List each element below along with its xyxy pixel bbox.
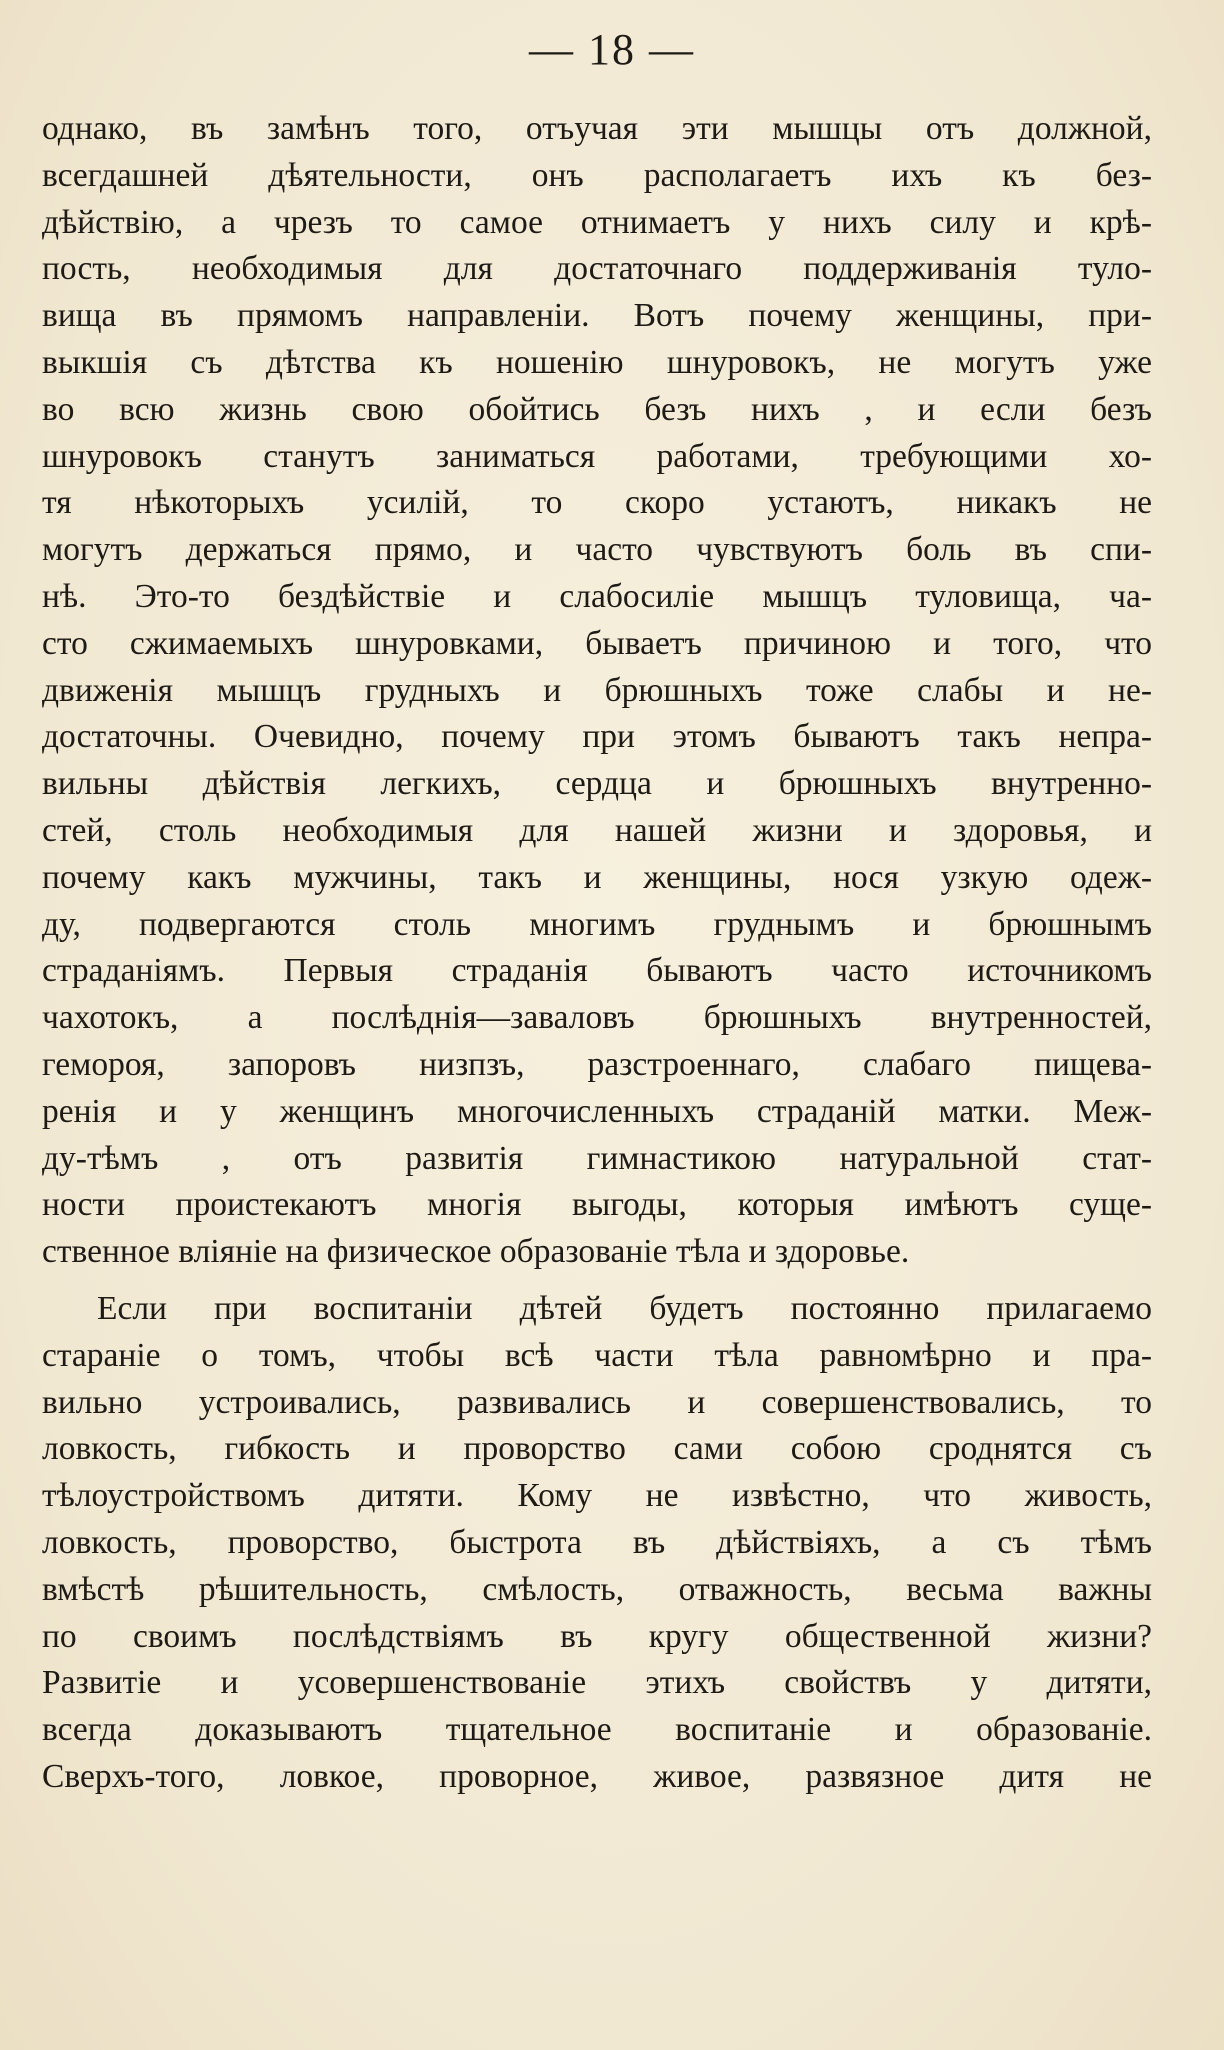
body-text: [42, 106, 1152, 1801]
text-line: ловкость, гибкость и проворство сами собою сроднятся съ: [42, 1430, 1152, 1468]
text-line: всегда доказываютъ тщательное воспитаніе и образованіе.: [42, 1711, 1152, 1749]
text-line: стей, столь необходимыя для нашей жизни и здоровья, и: [42, 811, 1152, 849]
text-line: вища въ прямомъ направленіи. Вотъ почему женщины, при-: [42, 297, 1152, 335]
text-line: почему какъ мужчины, такъ и женщины, нося узкую одеж-: [42, 858, 1152, 896]
text-line: однако, въ замѣнъ того, отъучая эти мышцы отъ должной,: [42, 110, 1152, 147]
text-line: во всю жизнь свою обойтись безъ нихъ , и если безъ: [42, 390, 1152, 428]
text-line: ности проистекаютъ многія выгоды, которыя имѣютъ суще-: [42, 1186, 1152, 1224]
text-line: Если при воспитаніи дѣтей будетъ постоянно прилагаемо: [97, 1289, 1152, 1327]
text-line: могутъ держаться прямо, и часто чувствуютъ боль въ спи-: [42, 531, 1152, 569]
text-line: чахотокъ, а послѣднія—заваловъ брюшныхъ внутренностей,: [42, 999, 1152, 1037]
text-line: тѣлоустройствомъ дитяти. Кому не извѣстно, что живость,: [42, 1477, 1152, 1515]
text-line: ственное вліяніе на физическое образованіе тѣла и здоровье.: [42, 1233, 910, 1271]
paragraph-1: [42, 106, 1152, 1276]
text-line: ловкость, проворство, быстрота въ дѣйствіяхъ, а съ тѣмъ: [42, 1523, 1152, 1561]
text-line: ренія и у женщинъ многочисленныхъ страданій матки. Меж-: [42, 1092, 1152, 1130]
text-line: Сверхъ-того, ловкое, проворное, живое, развязное дитя не: [42, 1757, 1152, 1795]
text-line: выкшія съ дѣтства къ ношенію шнуровокъ, не могутъ уже: [42, 343, 1152, 381]
text-line: достаточны. Очевидно, почему при этомъ бываютъ такъ непра-: [42, 718, 1152, 756]
text-line: гемороя, запоровъ низпзъ, разстроеннаго, слабаго пищева-: [42, 1045, 1152, 1083]
text-line: движенія мышцъ грудныхъ и брюшныхъ тоже слабы и не-: [42, 671, 1152, 709]
text-line: страданіямъ. Первыя страданія бываютъ часто источникомъ: [42, 952, 1152, 990]
paragraph-break: [42, 1276, 1152, 1286]
text-line: вильны дѣйствія легкихъ, сердца и брюшныхъ внутренно-: [42, 765, 1152, 803]
text-line: ду, подвергаются столь многимъ груднымъ и брюшнымъ: [42, 905, 1152, 943]
page-number: — 18 —: [529, 25, 695, 74]
text-line: тя нѣкоторыхъ усилій, то скоро устаютъ, никакъ не: [42, 484, 1152, 522]
text-line: стараніе о томъ, чтобы всѣ части тѣла равномѣрно и пра-: [42, 1336, 1152, 1374]
text-line: дѣйствію, а чрезъ то самое отнимаетъ у нихъ силу и крѣ-: [42, 203, 1152, 241]
text-line: вильно устроивались, развивались и совершенствовались, то: [42, 1383, 1152, 1421]
text-line: шнуровокъ станутъ заниматься работами, требующими хо-: [42, 437, 1152, 475]
text-line: по своимъ послѣдствіямъ въ кругу общественной жизни?: [42, 1617, 1152, 1655]
text-line: всегдашней дѣятельности, онъ располагаетъ ихъ къ без-: [42, 156, 1152, 194]
text-line: пость, необходимыя для достаточнаго поддерживанія туло-: [42, 250, 1152, 288]
text-line: ду-тѣмъ , отъ развитія гимнастикою натуральной стат-: [42, 1139, 1152, 1177]
text-line: сто сжимаемыхъ шнуровками, бываетъ причиною и того, что: [42, 624, 1152, 662]
text-line: вмѣстѣ рѣшительность, смѣлость, отважность, весьма важны: [42, 1570, 1152, 1608]
text-line: нѣ. Это-то бездѣйствіе и слабосиліе мышцъ туловища, ча-: [42, 577, 1152, 615]
text-line: Развитіе и усовершенствованіе этихъ свойствъ у дитяти,: [42, 1664, 1152, 1702]
paragraph-2: [42, 1286, 1152, 1801]
